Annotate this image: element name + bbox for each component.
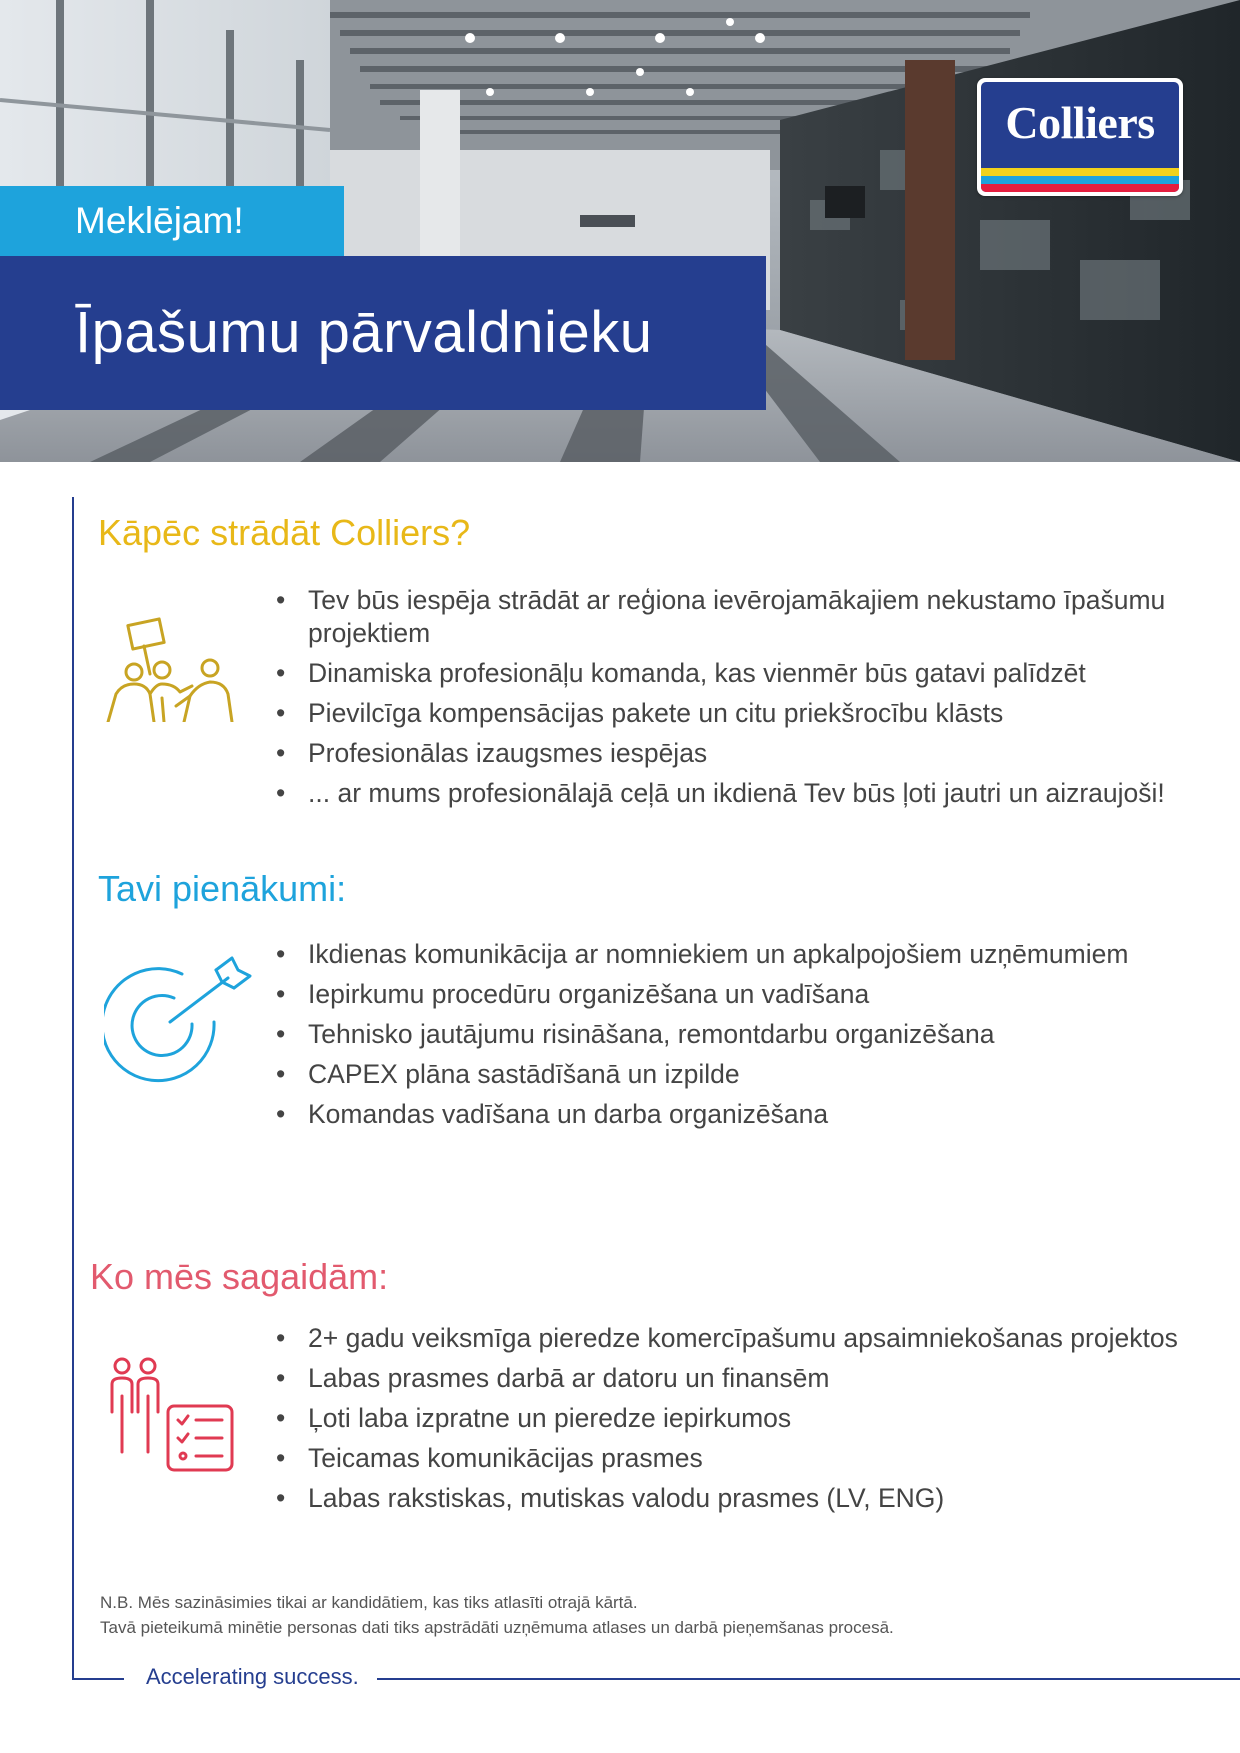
hero-image — [0, 0, 1240, 462]
logo-stripe-sky — [981, 176, 1179, 184]
list-item: • Labas prasmes darbā ar datoru un finansēm — [276, 1362, 1196, 1395]
people-checklist-icon — [108, 1356, 236, 1474]
list-item: • Tev būs iespēja strādāt ar reģiona ievērojamākajiem nekustamo īpašumu projektiem — [276, 584, 1196, 650]
logo-stripe-red — [981, 184, 1179, 192]
list-item: • Iepirkumu procedūru organizēšana un vadīšana — [276, 978, 1196, 1011]
footnote-line-1: N.B. Mēs sazināsimies tikai ar kandidātiem, kas tiks atlasīti otrajā kārtā. — [100, 1593, 638, 1612]
tagline: Accelerating success. — [146, 1664, 359, 1689]
why-heading: Kāpēc strādāt Colliers? — [98, 512, 471, 553]
logo-text: Colliers — [1005, 97, 1155, 148]
list-item: • ... ar mums profesionālajā ceļā un ikdienā Tev būs ļoti jautri un aizraujoši! — [276, 777, 1196, 810]
list-item: • Labas rakstiskas, mutiskas valodu prasmes (LV, ENG) — [276, 1482, 1196, 1515]
list-item: • Teicamas komunikācijas prasmes — [276, 1442, 1196, 1475]
expect-list — [276, 1322, 1196, 1522]
frame-line-bottom-left — [72, 1678, 124, 1680]
footnote-line-2: Tavā pieteikumā minētie personas dati tiks apstrādāti uzņēmuma atlases un darbā pieņemšanas procesā. — [100, 1618, 894, 1637]
list-item: • Tehnisko jautājumu risināšana, remontdarbu organizēšana — [276, 1018, 1196, 1051]
list-item: • Ļoti laba izpratne un pieredze iepirkumos — [276, 1402, 1196, 1435]
team-flag-icon — [104, 612, 240, 722]
list-item: • Ikdienas komunikācija ar nomniekiem un apkalpojošiem uzņēmumiem — [276, 938, 1196, 971]
frame-line-bottom-right — [377, 1678, 1240, 1680]
list-item: • Profesionālas izaugsmes iespējas — [276, 737, 1196, 770]
list-item: • Komandas vadīšana un darba organizēšana — [276, 1098, 1196, 1131]
target-arrow-icon — [104, 952, 252, 1084]
list-item: • Pievilcīga kompensācijas pakete un citu priekšrocību klāsts — [276, 697, 1196, 730]
hero-tag: Meklējam! — [0, 186, 344, 256]
why-list — [276, 584, 1196, 817]
job-title: Īpašumu pārvaldnieku — [0, 256, 766, 410]
expect-heading: Ko mēs sagaidām: — [90, 1256, 389, 1297]
colliers-logo — [977, 78, 1183, 196]
frame-line-left — [72, 497, 74, 1679]
footnote — [100, 1590, 894, 1640]
list-item: • CAPEX plāna sastādīšanā un izpilde — [276, 1058, 1196, 1091]
list-item: • 2+ gadu veiksmīga pieredze komercīpašumu apsaimniekošanas projektos — [276, 1322, 1196, 1355]
duties-list — [276, 938, 1196, 1138]
logo-stripe-yellow — [981, 168, 1179, 176]
list-item: • Dinamiska profesionāļu komanda, kas vienmēr būs gatavi palīdzēt — [276, 657, 1196, 690]
duties-heading: Tavi pienākumi: — [98, 868, 347, 909]
